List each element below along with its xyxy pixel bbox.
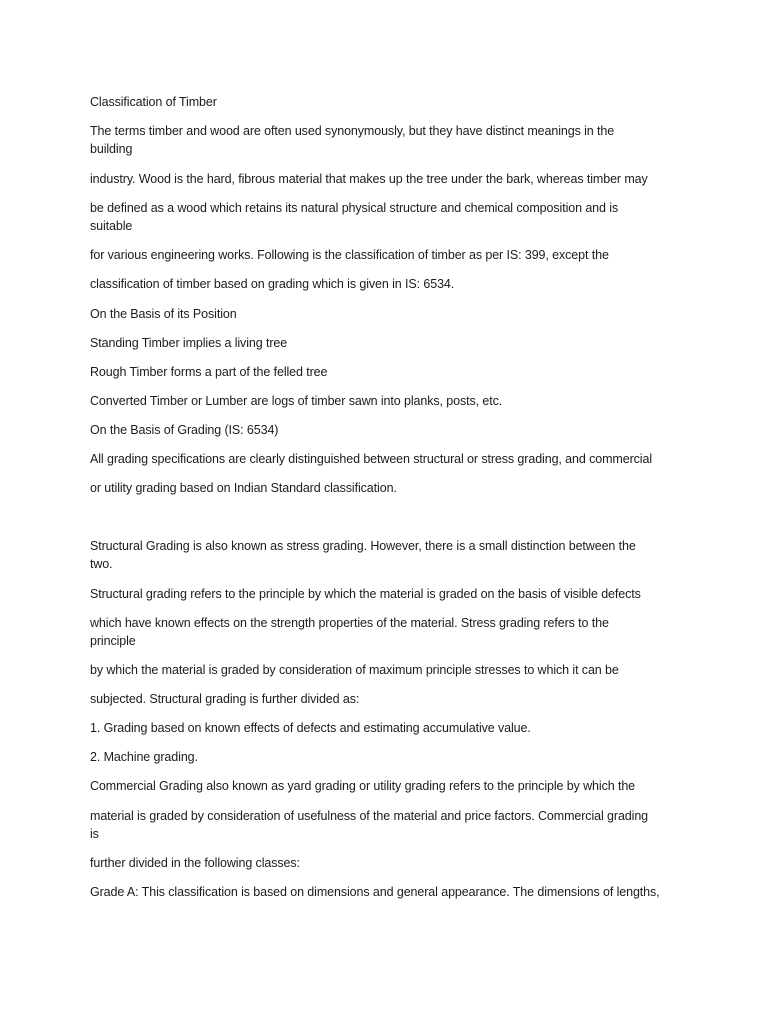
text-line: suitable (90, 219, 133, 233)
text-line: Structural Grading is also known as stress grading. However, there is a small distinction between the (90, 539, 636, 553)
text-line: be defined as a wood which retains its natural physical structure and chemical composition and is (90, 201, 619, 215)
paragraph-line: Structural grading refers to the principle by which the material is graded on the basis of visible defects (90, 587, 641, 601)
section-heading: On the Basis of its Position (90, 307, 237, 321)
paragraph-line: Standing Timber implies a living tree (90, 336, 288, 350)
section-heading: On the Basis of Grading (IS: 6534) (90, 423, 279, 437)
paragraph-line (90, 537, 690, 573)
text-line: two. (90, 557, 113, 571)
paragraph-line (90, 199, 690, 235)
paragraph-line: industry. Wood is the hard, fibrous material that makes up the tree under the bark, whereas timber may (90, 172, 648, 186)
paragraph-line: classification of timber based on grading which is given in IS: 6534. (90, 277, 455, 291)
text-line: principle (90, 634, 136, 648)
paragraph-line: for various engineering works. Following is the classification of timber as per IS: 399, except the (90, 248, 609, 262)
paragraph-line: Grade A: This classification is based on dimensions and general appearance. The dimensions of lengths, (90, 885, 660, 899)
text-line: which have known effects on the strength properties of the material. Stress grading refers to the (90, 616, 609, 630)
paragraph-line (90, 122, 690, 158)
paragraph-line: Commercial Grading also known as yard grading or utility grading refers to the principle by which the (90, 779, 636, 793)
text-line: is (90, 827, 99, 841)
paragraph-line: Converted Timber or Lumber are logs of timber sawn into planks, posts, etc. (90, 394, 503, 408)
paragraph-line: or utility grading based on Indian Standard classification. (90, 481, 397, 495)
paragraph-line (90, 807, 690, 843)
paragraph-line (90, 614, 690, 650)
document-title: Classification of Timber (90, 95, 217, 109)
list-item: 1. Grading based on known effects of defects and estimating accumulative value. (90, 721, 531, 735)
list-item: 2. Machine grading. (90, 750, 198, 764)
text-line: material is graded by consideration of usefulness of the material and price factors. Commercial grading (90, 809, 649, 823)
paragraph-line: Rough Timber forms a part of the felled tree (90, 365, 328, 379)
paragraph-line: subjected. Structural grading is further divided as: (90, 692, 360, 706)
paragraph-line: by which the material is graded by consideration of maximum principle stresses to which it can be (90, 663, 619, 677)
paragraph-line: All grading specifications are clearly distinguished between structural or stress grading, and commercial (90, 452, 652, 466)
text-line: The terms timber and wood are often used synonymously, but they have distinct meanings in the (90, 124, 615, 138)
text-line: building (90, 142, 133, 156)
paragraph-line: further divided in the following classes: (90, 856, 300, 870)
